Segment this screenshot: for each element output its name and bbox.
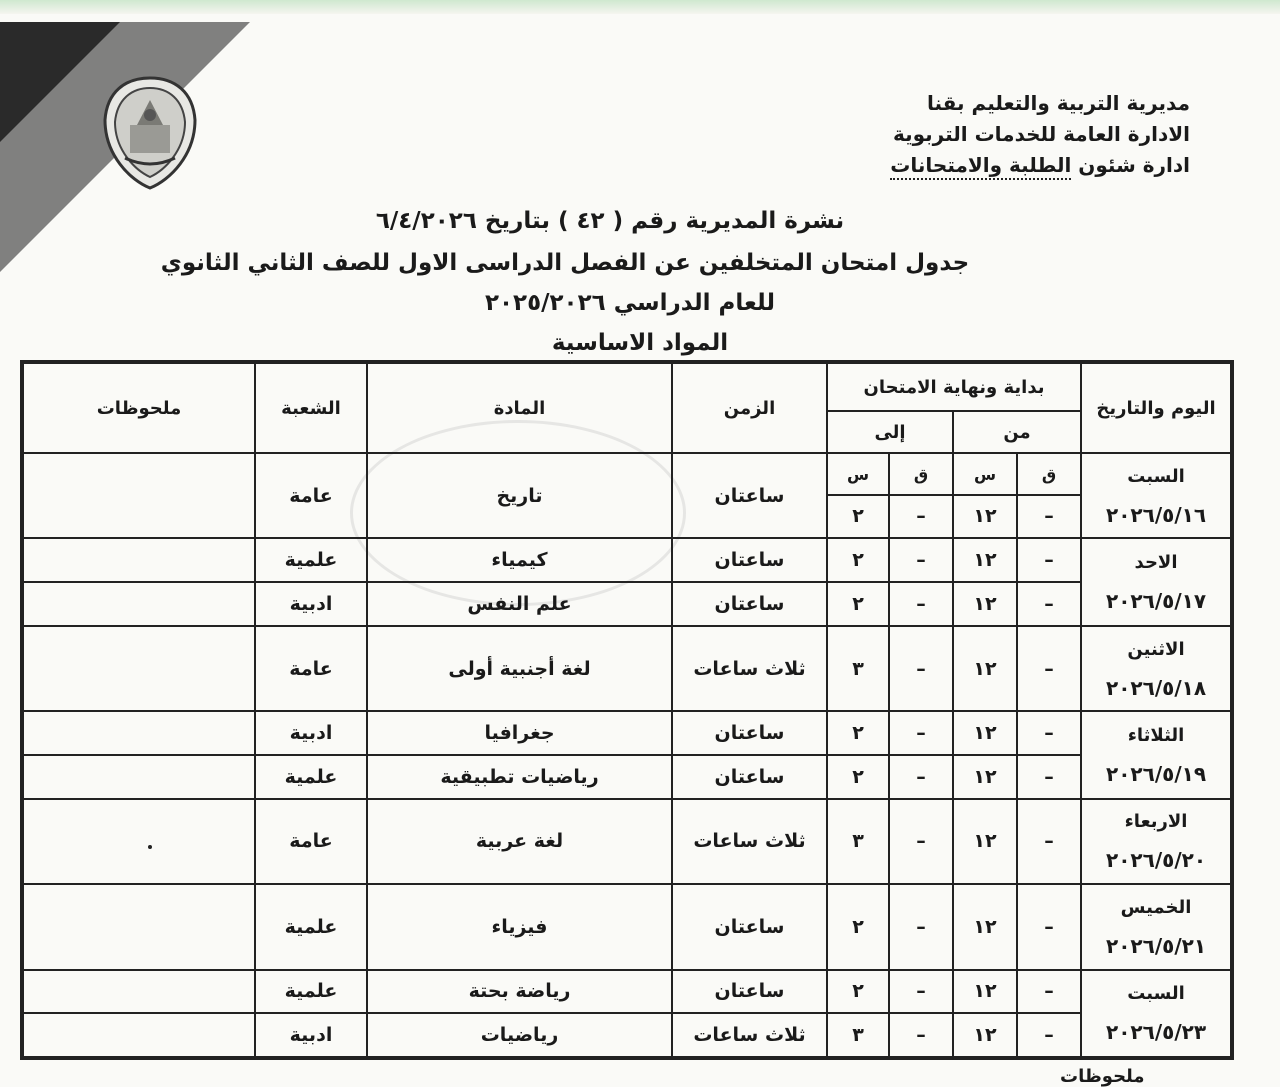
to-hours-cell: ٢ <box>827 884 889 969</box>
subject-cell: كيمياء <box>367 538 672 582</box>
day-name: السبت <box>1127 983 1185 1005</box>
from-hours-cell: ١٢ <box>953 970 1017 1014</box>
to-minutes-cell: – <box>889 582 953 626</box>
day-name: الاثنين <box>1127 638 1185 660</box>
header-line-2: الادارة العامة للخدمات التربوية <box>892 122 1190 146</box>
directorate-header <box>890 88 1190 181</box>
time-value: – <box>1044 504 1054 527</box>
from-minutes-cell: – <box>1017 884 1081 969</box>
day-name: السبت <box>1127 465 1185 487</box>
day-name: الخميس <box>1120 896 1192 918</box>
table-row <box>23 626 1231 711</box>
duration-cell: ثلاث ساعات <box>672 1013 827 1057</box>
notes-cell <box>23 970 255 1014</box>
header-day-date: اليوم والتاريخ <box>1081 363 1231 453</box>
to-minutes-cell: – <box>889 711 953 755</box>
directorate-seal-icon <box>95 70 205 195</box>
exam-date: ٢٠٢٦/٥/١٧ <box>1106 589 1207 614</box>
branch-cell: عامة <box>255 799 367 884</box>
duration-cell: ساعتان <box>672 884 827 969</box>
schedule-title: جدول امتحان المتخلفين عن الفصل الدراسى الاول للصف الثاني الثانوي <box>160 250 970 276</box>
from-minutes-cell: – <box>1017 582 1081 626</box>
day-date-cell <box>1081 711 1231 798</box>
from-hours-cell: ١٢ <box>953 582 1017 626</box>
from-hours-cell: ١٢ <box>953 1013 1017 1057</box>
branch-cell: عامة <box>255 453 367 538</box>
branch-cell: ادبية <box>255 711 367 755</box>
notes-cell <box>23 626 255 711</box>
table-row <box>23 884 1231 969</box>
duration-cell: ساعتان <box>672 755 827 799</box>
header-to: إلى <box>827 411 953 453</box>
day-name: الثلاثاء <box>1127 724 1185 746</box>
to-minutes-cell: – <box>889 970 953 1014</box>
footer-partial-text: ملحوظات <box>1060 1066 1145 1087</box>
notes-cell <box>23 799 255 884</box>
from-hours-cell: ١٢ <box>953 538 1017 582</box>
branch-cell: ادبية <box>255 582 367 626</box>
duration-cell: ثلاث ساعات <box>672 799 827 884</box>
from-minutes-cell: – <box>1017 799 1081 884</box>
time-value: – <box>916 504 926 527</box>
sub-label-q-from: ق <box>1018 456 1080 496</box>
sub-label-h-to: س <box>828 456 888 496</box>
subject-cell: علم النفس <box>367 582 672 626</box>
branch-cell: عامة <box>255 626 367 711</box>
day-date-cell <box>1081 538 1231 625</box>
exam-date: ٢٠٢٦/٥/١٦ <box>1106 502 1207 527</box>
header-from: من <box>953 411 1081 453</box>
exam-date: ٢٠٢٦/٥/١٨ <box>1106 675 1207 700</box>
header-duration: الزمن <box>672 363 827 453</box>
from-hours-cell: ١٢ <box>953 755 1017 799</box>
from-minutes-cell <box>1017 453 1081 538</box>
day-date-cell <box>1081 626 1231 711</box>
subject-cell: رياضيات تطبيقية <box>367 755 672 799</box>
table-row <box>23 755 1231 799</box>
exam-date: ٢٠٢٦/٥/٢١ <box>1106 933 1207 958</box>
table-row <box>23 799 1231 884</box>
from-hours-cell: ١٢ <box>953 799 1017 884</box>
header-branch: الشعبة <box>255 363 367 453</box>
from-minutes-cell: – <box>1017 1013 1081 1057</box>
to-hours-cell: ٢ <box>827 538 889 582</box>
duration-cell: ساعتان <box>672 970 827 1014</box>
to-hours-cell: ٣ <box>827 626 889 711</box>
duration-cell: ساعتان <box>672 538 827 582</box>
to-minutes-cell <box>889 453 953 538</box>
sub-label-q-to: ق <box>890 456 952 496</box>
from-hours-cell: ١٢ <box>953 711 1017 755</box>
time-value: ٢ <box>852 504 864 527</box>
from-minutes-cell: – <box>1017 970 1081 1014</box>
exam-date: ٢٠٢٦/٥/٢٠ <box>1106 848 1207 873</box>
to-hours-cell <box>827 453 889 538</box>
table-row <box>23 582 1231 626</box>
duration-cell: ساعتان <box>672 453 827 538</box>
subject-cell: لغة أجنبية أولى <box>367 626 672 711</box>
from-minutes-cell: – <box>1017 538 1081 582</box>
header-line-1: مديرية التربية والتعليم بقنا <box>926 91 1190 115</box>
to-hours-cell: ٢ <box>827 582 889 626</box>
to-minutes-cell: – <box>889 626 953 711</box>
to-minutes-cell: – <box>889 755 953 799</box>
to-minutes-cell: – <box>889 538 953 582</box>
day-name: الاحد <box>1134 552 1178 574</box>
from-minutes-cell: – <box>1017 626 1081 711</box>
day-name: الاربعاء <box>1124 811 1188 833</box>
duration-cell: ساعتان <box>672 711 827 755</box>
stray-mark <box>148 845 152 849</box>
to-hours-cell: ٢ <box>827 755 889 799</box>
to-minutes-cell: – <box>889 799 953 884</box>
from-hours-cell: ١٢ <box>953 884 1017 969</box>
to-hours-cell: ٢ <box>827 970 889 1014</box>
time-value: ١٢ <box>973 504 997 527</box>
bulletin-title: نشرة المديرية رقم ( ٤٢ ) بتاريخ ٦/٤/٢٠٢٦ <box>375 208 845 234</box>
from-minutes-cell: – <box>1017 755 1081 799</box>
sub-label-h-from: س <box>954 456 1016 496</box>
exam-date: ٢٠٢٦/٥/٢٣ <box>1106 1020 1207 1045</box>
day-date-cell <box>1081 799 1231 884</box>
to-hours-cell: ٣ <box>827 799 889 884</box>
subject-cell: فيزياء <box>367 884 672 969</box>
branch-cell: علمية <box>255 970 367 1014</box>
header-exam-range: بداية ونهاية الامتحان <box>827 363 1081 411</box>
exam-schedule-table <box>22 362 1232 1058</box>
header-line-3: ادارة شئون الطلبة والامتحانات <box>890 150 1190 181</box>
top-edge <box>0 0 1280 14</box>
table-row <box>23 970 1231 1014</box>
day-date-cell <box>1081 970 1231 1058</box>
to-minutes-cell: – <box>889 1013 953 1057</box>
notes-cell <box>23 711 255 755</box>
branch-cell: علمية <box>255 755 367 799</box>
duration-cell: ثلاث ساعات <box>672 626 827 711</box>
notes-cell <box>23 755 255 799</box>
to-hours-cell: ٢ <box>827 711 889 755</box>
from-hours-cell: ١٢ <box>953 626 1017 711</box>
from-minutes-cell: – <box>1017 711 1081 755</box>
table-row <box>23 538 1231 582</box>
to-hours-cell: ٣ <box>827 1013 889 1057</box>
table-row <box>23 1013 1231 1057</box>
duration-cell: ساعتان <box>672 582 827 626</box>
subject-cell: رياضيات <box>367 1013 672 1057</box>
subject-cell: جغرافيا <box>367 711 672 755</box>
day-date-cell <box>1081 453 1231 538</box>
subject-cell: رياضة بحتة <box>367 970 672 1014</box>
notes-cell <box>23 1013 255 1057</box>
subject-cell: تاريخ <box>367 453 672 538</box>
academic-year: للعام الدراسي ٢٠٢٥/٢٠٢٦ <box>484 290 776 316</box>
subject-cell: لغة عربية <box>367 799 672 884</box>
from-hours-cell <box>953 453 1017 538</box>
header-notes: ملحوظات <box>23 363 255 453</box>
branch-cell: علمية <box>255 538 367 582</box>
notes-cell <box>23 884 255 969</box>
notes-cell <box>23 538 255 582</box>
day-date-cell <box>1081 884 1231 969</box>
table-row <box>23 453 1231 538</box>
subjects-heading: المواد الاساسية <box>551 330 729 356</box>
table-row <box>23 711 1231 755</box>
header-subject: المادة <box>367 363 672 453</box>
branch-cell: علمية <box>255 884 367 969</box>
branch-cell: ادبية <box>255 1013 367 1057</box>
notes-cell <box>23 582 255 626</box>
to-minutes-cell: – <box>889 884 953 969</box>
exam-date: ٢٠٢٦/٥/١٩ <box>1106 761 1207 786</box>
notes-cell <box>23 453 255 538</box>
